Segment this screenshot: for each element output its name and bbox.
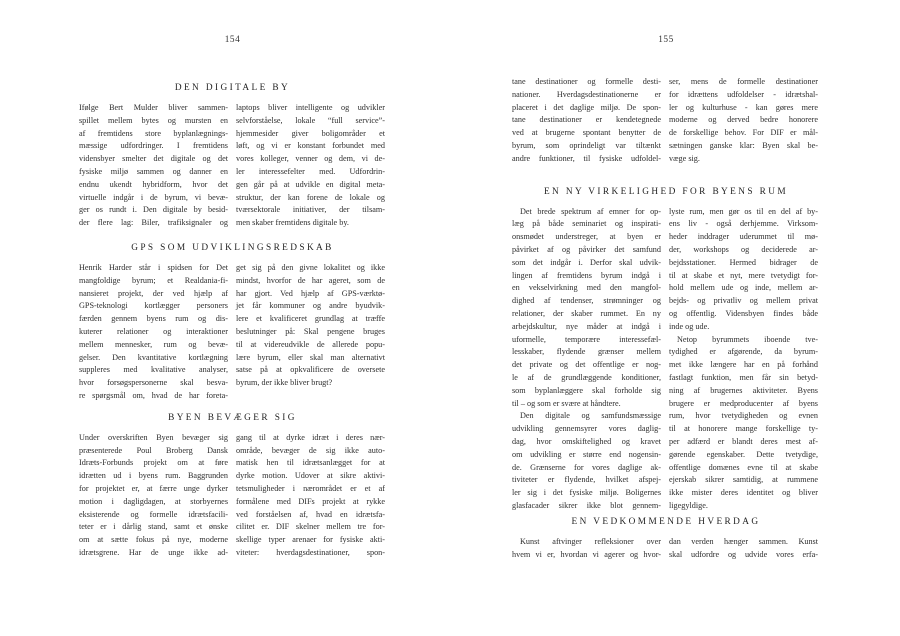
paragraph [236,432,385,560]
text-line: Ifølge Bert Mulder bliver sammen- [79,103,228,112]
text-column-1 [79,432,228,560]
paragraph [79,262,228,403]
text-line: gelser. Den kvantitative kortlægning [79,352,228,362]
text-column-1 [512,536,661,562]
text-line: mæssige udfordringer. I fremtidens [79,141,228,151]
text-line: per adfærd er blandt deres mest af- [669,436,818,446]
text-line: bejds- og privatliv og mellem privat [669,296,818,306]
text-line: ger os rundt i. Den digitale by besid- [79,205,228,215]
text-line: Henrik Harder står i spidsen for Det [79,262,228,272]
text-line: ikke mister deres identitet og bliver [669,488,818,498]
text-line: met ikke længere har en på forhånd [669,360,818,370]
text-line: struktur, der kan forene de lokale og [236,192,385,202]
text-line: en vekselvirkning med den mangfol- [512,283,661,293]
text-line: og offentlig. Vidensbyen findes både [669,308,818,318]
text-line: tetsmuligheder i nærområdet er et af [236,483,385,493]
section [512,516,820,562]
text-line: ser, mens de formelle destinationer [669,77,818,86]
text-column-1 [79,262,228,403]
text-line: som det indgår i. Derfor skal udvik- [512,257,661,267]
text-line: teter er i dårlig stand, samt et ønske [79,522,228,532]
text-line: relationer, der skaber rummet. En ny [512,308,661,318]
text-line: har gjort. Ved hjælp af GPS-værktø- [236,288,385,298]
text-line: der, workshops og deciderede ar- [669,244,818,254]
text-line: brugere er medproducenter af byens [669,398,818,408]
text-line: ligegyldige. [669,500,708,510]
section-heading: DEN DIGITALE BY [174,83,291,93]
text-line: ler interessefelter med. Udfordrin- [236,166,385,176]
text-line: Den digitale og samfundsmæssige [520,411,661,421]
text-line: formålene med DIFs projekt at rykke [236,496,385,506]
text-line: satse på at opkvalificere de oversete [236,365,385,375]
text-line: jet får kommuner og andre byudvik- [236,301,385,311]
columns-row [79,102,386,230]
paragraph [512,410,661,512]
text-line: lingen af fremtidens byrum indgå i [512,270,661,280]
text-line: ved at brugerne spontant benytter de [512,128,661,138]
text-line: hvor forsøgspersonerne skal besva- [79,378,228,388]
text-column-2 [669,206,818,513]
text-line: de forskellige behov. For DIF er mål- [669,128,818,138]
text-column-1 [79,102,228,230]
text-line: Kunst aftvinger refleksioner over [520,536,661,546]
text-line: re spørgsmål om, hvad de har foreta- [79,390,228,400]
text-line: idrætten ud i byens rum. Baggrunden [79,471,228,481]
text-line: ved forståelsen af, hvad en idrætsfa- [236,509,385,519]
text-line: heder inddrager uderummet til mø- [669,232,818,242]
text-line: sætningen ganske klar: Byen skal be- [669,140,818,150]
text-line: hvem vi er, hvordan vi agerer og hvor- [512,549,661,559]
text-line: selvforståelse, lokale “full service”- [236,115,385,125]
page-number: 154 [224,35,241,45]
text-line: spillet mellem bytes og mursten en [79,115,228,125]
text-line: beslutninger på: Skal pengene bruges [236,326,385,336]
text-line: påvirket af og påvirker det samfund [512,244,661,254]
section [79,82,386,230]
columns-row [512,206,820,513]
text-line: mangfoldige byrum; et Realdania-fi- [79,275,228,285]
text-line: dan verden hænger sammen. Kunst [669,536,818,546]
paragraph [236,262,385,390]
text-line: bejdsstationer. Hermed bidrager de [669,257,818,267]
text-line: idrætsgrene. Har de unge ikke ad- [79,547,228,557]
text-line: færden gennem byens rum og dis- [79,314,228,324]
page-left [79,0,386,560]
text-line: nationer. Hverdagsdestinationerne er [512,89,661,99]
text-line: ning af brugernes aktiviteter. Byens [669,385,818,395]
text-line: arbejdskultur, nye måder at indgå i [512,321,661,331]
text-line: mellem mennesker, rum og bevæ- [79,339,228,349]
text-line: uformelle, temporære interessefæl- [512,334,661,344]
text-line: der flere lag: Biler, trafiksignaler og [79,218,228,228]
text-column-2 [236,262,385,390]
columns-row [79,432,386,560]
text-line: lere et kvalificeret grundlag at træffe [236,314,385,324]
text-line: lære byrum, eller skal man alternativt [236,352,385,362]
text-line: fastlagt funktion, men får sin betyd- [669,372,818,382]
text-line: viteter: hverdagsdestinationer, spon- [236,547,385,557]
text-column-1 [512,76,661,166]
section [79,412,386,560]
text-line: ejerskab sikrer samtidig, at rummene [669,475,818,485]
text-line: fysiske miljø sammen og danner en [79,166,228,176]
text-line: andre funktioner, til fysiske udfoldel- [512,153,661,163]
paragraph [512,206,661,411]
text-line: rum, hvor tvetydigheden og evnen [669,411,818,421]
text-line: hjemmesider giver boligområder et [236,128,385,138]
section-heading: EN NY VIRKELIGHED FOR BYENS RUM [543,186,789,197]
text-line: til at skabe et nyt, mere tvetydigt for- [669,270,818,280]
text-line: ler sig i det fysiske miljø. Boligernes [512,488,661,498]
text-line: de. Grænserne for vores daglige ak- [512,462,661,472]
page-right [512,0,820,561]
text-line: Netop byrummets iboende tve- [677,334,818,344]
text-line: cilitet er. DIF skelner mellem tre for- [236,522,385,532]
text-line: moderne og derved bedre honorere [669,115,818,125]
text-line: nansieret projekt, der ved hjælp af [79,288,228,298]
text-line: tane destinationer er kendetegnede [512,115,661,125]
columns-row [79,262,386,403]
text-line: lesskaber, flydende grænser mellem [512,347,661,357]
text-line: til at honorere mange forskellige ty- [669,424,818,434]
columns-row [512,536,820,562]
paragraph [669,536,818,562]
text-line: onsmødet understreger, at byen er [512,232,661,242]
text-line: Under overskriften Byen bevæger sig [79,432,228,442]
text-column-2 [669,76,818,166]
section [512,186,820,513]
text-line: motion i dagligdagen, at storbyernes [79,496,228,506]
text-line: laptops bliver intelligente og udvikler [236,103,385,112]
text-line: glasfacader sikrer ikke blot gennem- [512,500,661,510]
text-line: ens liv - også derhjemme. Virksom- [669,219,818,229]
text-line: GPS-teknologi kortlægger personers [79,301,228,311]
text-line: suppleres med kvalitative analyser, [79,365,228,375]
text-line: dighed af tendenser, strømninger og [512,296,661,306]
text-line: skellige typer arenaer for fysiske akti- [236,535,385,545]
section [79,242,386,403]
text-line: lyste rum, men gør os til en del af by- [669,206,818,216]
text-line: væge sig. [669,153,700,163]
text-line: for projektet er, at færre unge dyrker [79,483,228,493]
text-line: vores kolleger, venner og dem, vi de- [236,154,385,164]
section [512,76,820,166]
text-column-1 [512,206,661,513]
text-line: matisk hen til idrætsanlægget for at [236,458,385,468]
text-line: men skaber fremtidens digitale by. [236,218,349,228]
text-line: løft, og vi er konstant forbundet med [236,141,385,151]
paragraph [79,432,228,560]
section-heading: BYEN BEVÆGER SIG [168,412,297,423]
text-line: for idrættens udfoldelser - idrætshal- [669,89,818,99]
paragraph [669,76,818,166]
paragraph [669,334,818,513]
paragraph [512,536,661,562]
paragraph [512,76,661,166]
text-line: Idræts-Forbunds projekt om at føre [79,458,228,468]
text-line: vidensbyer smelter det digitale og det [79,154,228,164]
text-line: tane destinationer og formelle desti- [512,77,661,86]
text-line: præsenterede Poul Broberg Dansk [79,445,228,455]
text-line: til – og som er svære at håndtere. [512,398,621,408]
text-line: mindst, hvorfor de har ageret, som de [236,275,385,285]
text-column-2 [669,536,818,562]
text-line: område, bevæger de sig ikke auto- [236,445,385,455]
text-line: get sig på den givne lokalitet og ikke [236,262,385,272]
text-line: Det brede spektrum af emner for op- [520,206,661,216]
columns-row [512,76,820,166]
text-line: ler og kulturhuse - kan gøres mere [669,102,818,112]
section-heading: GPS SOM UDVIKLINGSREDSKAB [131,242,334,253]
text-column-2 [236,102,385,230]
text-line: placeret i det daglige miljø. De spon- [512,102,661,112]
text-line: le af de grundlæggende konditioner, [512,372,661,382]
text-line: kuterer relationer og interaktioner [79,326,228,336]
text-line: gen går på at udvikle en digital meta- [236,179,385,189]
text-line: skal udfordre og udvide vores erfa- [669,549,818,559]
text-line: om udvikling er større end nogensin- [512,449,661,459]
text-line: inde og ude. [669,321,710,331]
text-line: hold mellem ude og inde, mellem ar- [669,283,818,293]
text-line: tiviteter er flydende, hvilket afspej- [512,475,661,485]
text-line: tværsektorale initiativer, der tilsam- [236,205,385,215]
paragraph [669,206,818,334]
text-line: byrum, der ikke bliver brugt? [236,378,333,388]
paragraph [79,102,228,230]
text-line: offentlige domænes evne til at skabe [669,462,818,472]
text-line: eksisterende og formelle idrætsfacili- [79,509,228,519]
paragraph [236,102,385,230]
text-line: som byplanlæggere skal forholde sig [512,385,661,395]
section-heading: EN VEDKOMMENDE HVERDAG [571,516,761,527]
text-column-2 [236,432,385,560]
text-line: om at sætte fokus på nye, moderne [79,535,228,545]
text-line: det private og det offentlige er nog- [512,360,661,370]
text-line: til at videreudvikle de allerede popu- [236,339,385,349]
text-line: virtuelle indgår i de byrum, vi bevæ- [79,192,228,202]
page-number: 155 [658,35,674,45]
text-line: tydighed er afgørende, da byrum- [669,347,818,357]
text-line: dag, hvor omskiftelighed og kravet [512,436,661,446]
text-line: læg på både seminariet og inspirati- [512,219,661,229]
text-line: endnu ukendt hybridform, hvor det [79,179,228,189]
text-line: byrum, som oprindeligt var tiltænkt [512,140,661,150]
text-line: udvikling gennemsyrer vores daglig- [512,424,661,434]
text-line: gang til at dyrke idræt i deres nær- [236,432,385,442]
text-line: dyrke motion. Udover at sikre aktivi- [236,471,385,481]
text-line: af fremtidens store byplanlægnings- [79,128,228,138]
text-line: gørende egenskaber. Dette tvetydige, [669,449,818,459]
